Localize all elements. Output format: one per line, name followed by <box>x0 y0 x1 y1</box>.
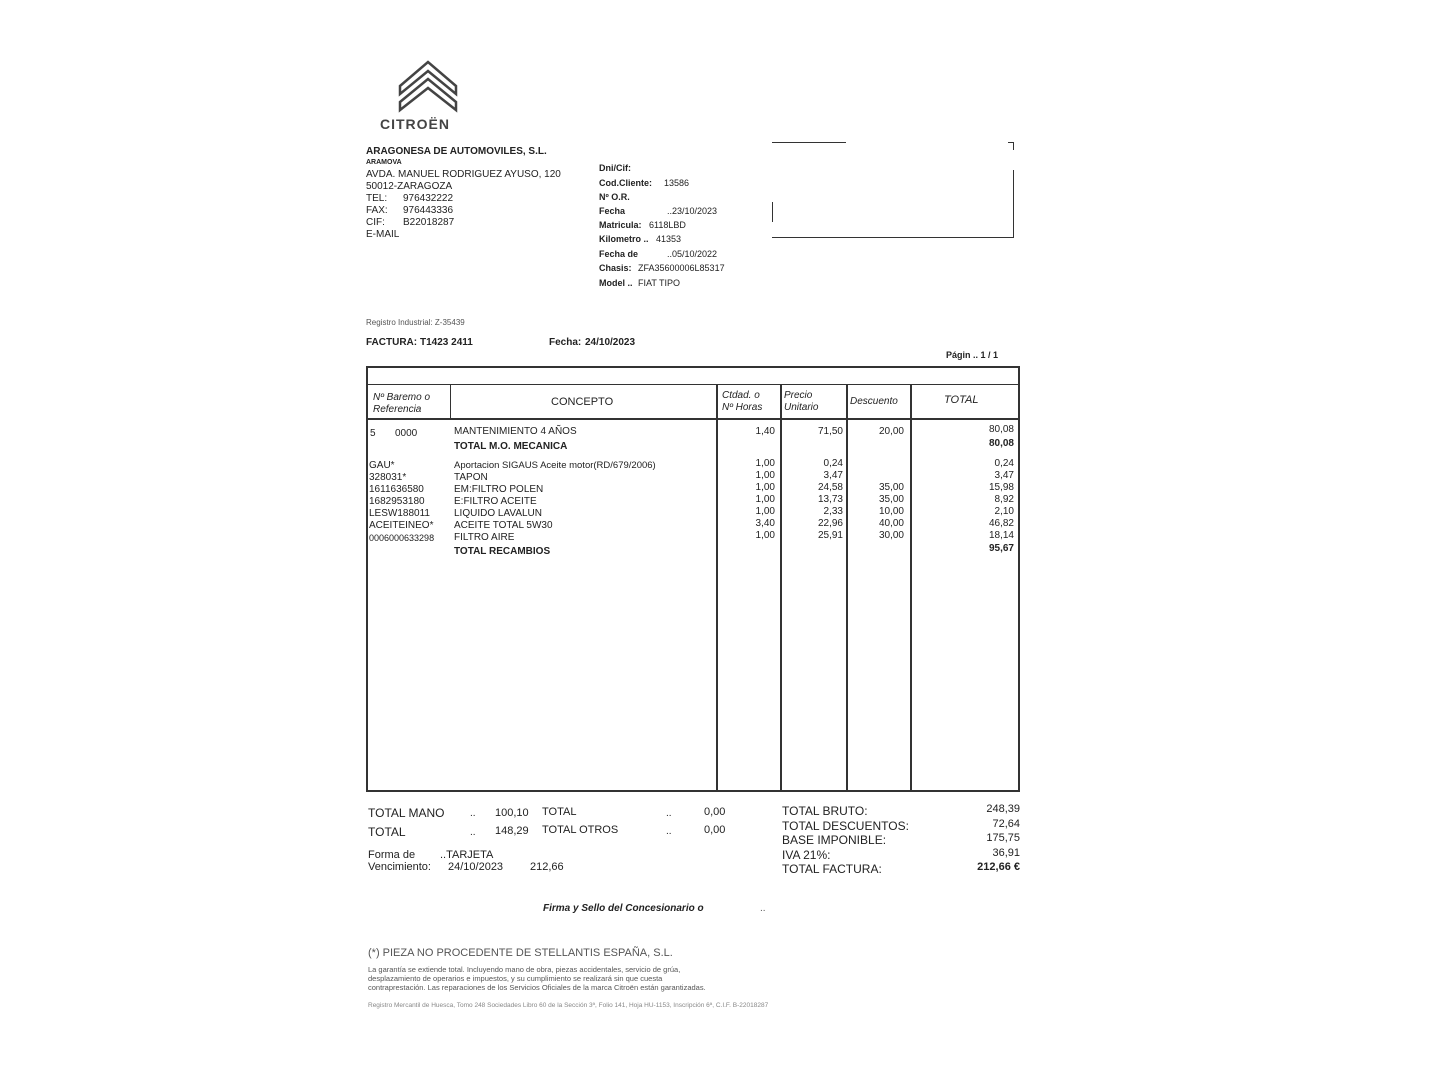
company-cif: B22018287 <box>403 217 455 228</box>
part-total: 46,82 <box>988 518 1014 529</box>
header-precio-2: Unitario <box>784 402 819 413</box>
part-total: 3,47 <box>994 470 1014 481</box>
header-precio-1: Precio <box>784 390 813 401</box>
iva-value: 36,91 <box>992 847 1020 859</box>
dash: .. <box>666 808 672 819</box>
header-total: TOTAL <box>944 394 979 406</box>
company-name: ARAGONESA DE AUTOMOVILES, S.L. <box>366 146 547 157</box>
part-concepto: Aportacion SIGAUS Aceite motor(RD/679/2006) <box>454 460 656 471</box>
labor-precio: 71,50 <box>817 426 843 437</box>
part-cantidad: 1,00 <box>755 506 775 517</box>
footer-legal-3: contraprestación. Las reparaciones de los Servicios Oficiales de la marca Citroën están garantizadas. <box>368 983 706 992</box>
factura-fecha-label: Fecha: <box>549 337 582 348</box>
factura-number: T1423 2411 <box>420 337 473 348</box>
base-imponible-label: BASE IMPONIBLE: <box>782 833 887 847</box>
company-tel: 976432222 <box>403 193 454 204</box>
part-descuento <box>862 458 904 470</box>
part-precio: 25,91 <box>817 530 843 541</box>
client-model: FIAT TIPO <box>638 278 681 288</box>
client-dni-label: Dni/Cif: <box>599 163 631 173</box>
client-cod: 13586 <box>664 178 690 188</box>
part-ref: GAU* <box>369 460 395 471</box>
parts-descuento-column <box>862 458 904 542</box>
citroen-logo <box>378 58 478 134</box>
total-label: TOTAL <box>368 825 406 839</box>
firma-dash: .. <box>760 903 766 914</box>
total-value: 148,29 <box>495 825 529 837</box>
footer-legal-1: La garantía se extiende total. Incluyendo mano de obra, piezas accidentales, servicio de grúa, <box>368 965 681 974</box>
company-address: AVDA. MANUEL RODRIGUEZ AYUSO, 120 <box>366 169 561 180</box>
total-bruto-label: TOTAL BRUTO: <box>782 804 868 818</box>
labor-cantidad: 1,40 <box>755 426 775 437</box>
part-precio: 3,47 <box>823 470 843 481</box>
part-precio: 0,24 <box>823 458 843 469</box>
part-cantidad: 1,00 <box>755 482 775 493</box>
header-ref-2: Referencia <box>373 404 422 415</box>
part-descuento: 40,00 <box>878 518 904 529</box>
part-total: 2,10 <box>994 506 1014 517</box>
company-cif-label: CIF: <box>366 217 385 228</box>
factura-fecha: 24/10/2023 <box>585 337 636 348</box>
footer-legal-2: desplazamiento de operarios e impuestos, y su cumplimiento se realizará sin que cuesta <box>368 974 663 983</box>
client-matricula-label: Matricula: <box>599 220 642 230</box>
dash: .. <box>470 827 476 838</box>
part-ref: ACEITEINEO* <box>369 520 434 531</box>
part-descuento <box>862 470 904 482</box>
company-fax: 976443336 <box>403 205 454 216</box>
brand-wordmark: CITROËN <box>380 116 450 132</box>
parts-cantidad-column <box>740 458 775 542</box>
total-descuentos-label: TOTAL DESCUENTOS: <box>782 819 909 833</box>
labor-ref-b: 0000 <box>395 428 418 439</box>
total-factura-label: TOTAL FACTURA: <box>782 862 882 876</box>
part-cantidad: 1,00 <box>755 530 775 541</box>
part-concepto: ACEITE TOTAL 5W30 <box>454 520 553 531</box>
part-ref: 328031* <box>369 472 407 483</box>
client-fecha2: ..05/10/2022 <box>667 249 718 259</box>
part-ref: 0006000633298 <box>369 533 435 543</box>
header-cantidad-1: Ctdad. o <box>722 390 760 401</box>
vencimiento-amount: 212,66 <box>530 861 564 873</box>
parts-total-label: TOTAL RECAMBIOS <box>454 546 551 557</box>
client-km-label: Kilometro .. <box>599 234 649 244</box>
part-total: 18,14 <box>988 530 1014 541</box>
part-precio: 13,73 <box>817 494 843 505</box>
part-cantidad: 3,40 <box>755 518 775 529</box>
citroen-chevrons-icon <box>378 58 478 116</box>
footer-registro: Registro Mercantil de Huesca, Tomo 248 Sociedades Libro 60 de la Sección 3ª, Folio 141, Hoja HU-1153, Inscripción 6ª, C.I.F. B-22018287 <box>368 1002 769 1009</box>
vencimiento-date: 24/10/2023 <box>448 861 504 873</box>
iva-label: IVA 21%: <box>782 848 831 862</box>
part-concepto: E:FILTRO ACEITE <box>454 496 537 507</box>
part-ref: 1611636580 <box>369 484 424 495</box>
total-otros-value: 0,00 <box>704 824 726 836</box>
parts-concepto-column <box>454 460 656 544</box>
part-concepto: FILTRO AIRE <box>454 532 515 543</box>
factura-label: FACTURA: <box>366 337 418 348</box>
part-cantidad: 1,00 <box>755 458 775 469</box>
client-or-label: Nº O.R. <box>599 192 630 202</box>
footer-note: (*) PIEZA NO PROCEDENTE DE STELLANTIS ESPAÑA, S.L. <box>368 947 673 959</box>
part-descuento: 10,00 <box>878 506 904 517</box>
dash: .. <box>470 808 476 819</box>
header-ref-1: Nº Baremo o <box>373 392 431 403</box>
labor-subtotal: 80,08 <box>988 438 1014 449</box>
part-ref: 1682953180 <box>369 496 425 507</box>
header-cantidad-2: Nº Horas <box>722 402 763 413</box>
client-chasis-label: Chasis: <box>599 263 632 273</box>
part-cantidad: 1,00 <box>755 470 775 481</box>
client-chasis: ZFA35600006L85317 <box>638 263 725 273</box>
labor-subtotal-label: TOTAL M.O. MECANICA <box>454 441 568 452</box>
part-total: 8,92 <box>994 494 1014 505</box>
company-email-label: E-MAIL <box>366 229 400 240</box>
firma-sello: Firma y Sello del Concesionario o <box>543 903 704 914</box>
part-concepto: LIQUIDO LAVALUN <box>454 508 542 519</box>
labor-total: 80,08 <box>988 424 1014 435</box>
company-city: 50012-ZARAGOZA <box>366 181 453 192</box>
base-imponible-value: 175,75 <box>986 832 1020 844</box>
parts-precio-column <box>800 458 843 542</box>
part-precio: 2,33 <box>823 506 843 517</box>
client-fecha-label: Fecha <box>599 206 626 216</box>
total-mano-value: 100,10 <box>495 807 529 819</box>
part-ref: LESW188011 <box>369 508 430 519</box>
company-fax-label: FAX: <box>366 205 388 216</box>
total-descuentos-value: 72,64 <box>992 818 1020 830</box>
page-number: Págin .. 1 / 1 <box>946 350 999 360</box>
header-concepto: CONCEPTO <box>551 396 614 408</box>
dash: .. <box>666 826 672 837</box>
client-cod-label: Cod.Cliente: <box>599 178 652 188</box>
part-concepto: TAPON <box>454 472 488 483</box>
company-sub: ARAMOVA <box>366 159 402 166</box>
total2-label: TOTAL <box>542 806 577 818</box>
part-cantidad: 1,00 <box>755 494 775 505</box>
total2-value: 0,00 <box>704 806 726 818</box>
forma-pago-label: Forma de <box>368 849 416 861</box>
total-factura-value: 212,66 € <box>977 861 1020 873</box>
company-tel-label: TEL: <box>366 193 388 204</box>
total-mano-label: TOTAL MANO <box>368 806 445 820</box>
header-descuento: Descuento <box>850 396 898 407</box>
labor-descuento: 20,00 <box>878 426 904 437</box>
recipient-address-box <box>772 142 1014 238</box>
part-precio: 22,96 <box>817 518 843 529</box>
part-total: 15,98 <box>988 482 1014 493</box>
part-descuento: 35,00 <box>878 494 904 505</box>
part-total: 0,24 <box>994 458 1014 469</box>
part-concepto: EM:FILTRO POLEN <box>454 484 544 495</box>
client-model-label: Model .. <box>599 278 633 288</box>
total-otros-label: TOTAL OTROS <box>542 824 619 836</box>
total-bruto-value: 248,39 <box>986 803 1020 815</box>
parts-ref-column <box>369 460 434 544</box>
client-km: 41353 <box>656 234 682 244</box>
part-descuento: 30,00 <box>878 530 904 541</box>
labor-concepto: MANTENIMIENTO 4 AÑOS <box>454 426 577 437</box>
client-fecha: ..23/10/2023 <box>667 206 718 216</box>
labor-ref-a: 5 <box>370 428 376 439</box>
client-matricula: 6118LBD <box>649 220 686 230</box>
parts-total: 95,67 <box>988 543 1014 554</box>
client-fecha2-label: Fecha de <box>599 249 639 259</box>
registro-industrial: Registro Industrial: Z-35439 <box>366 318 465 327</box>
part-precio: 24,58 <box>817 482 843 493</box>
parts-total-column <box>960 458 1014 542</box>
vencimiento-label: Vencimiento: <box>368 861 431 873</box>
part-descuento: 35,00 <box>878 482 904 493</box>
forma-pago-value: ..TARJETA <box>440 849 494 861</box>
